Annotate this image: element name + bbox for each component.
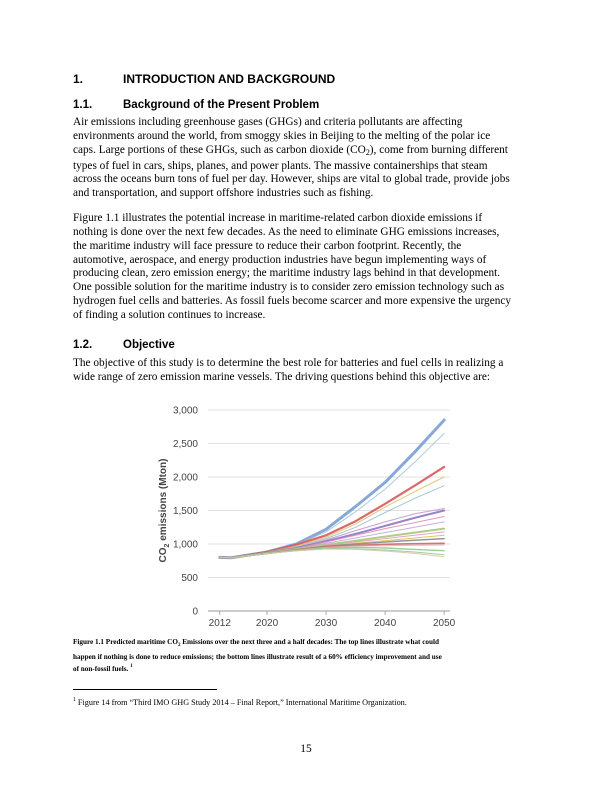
emissions-chart [150, 396, 470, 636]
caption-line: happen if nothing is done to reduce emissions; the bottom lines illustrate result of a 60% efficiency improvement and use [73, 652, 442, 661]
caption-line: Figure 1.1 Predicted maritime $CO_2$ Emissions over the next three and a half decades: The top lines illustrate what could [73, 638, 440, 648]
subsection-heading-background [73, 99, 319, 111]
text-line: the maritime industry will face pressure to reduce their carbon footprint. Recently, the [73, 239, 462, 252]
y-tick-label: 2,000 [172, 472, 198, 484]
text-line: producing clean, zero emission energy; the maritime industry lags behind in that development. [73, 267, 501, 280]
footnote-marker: 1 [73, 697, 76, 703]
text-line: nothing is done over the next few decades. As the need to eliminate GHG emissions increases, [73, 225, 500, 238]
y-tick-label: 0 [192, 606, 198, 618]
footnote [73, 697, 407, 707]
figure-caption [73, 637, 548, 675]
page-number: 15 [300, 743, 312, 755]
y-axis-title: $CO_2$ emissions (Mton) [158, 458, 171, 563]
footnote-text: Figure 14 from “Third IMO GHG Study 2014 – Final Report,” International Maritime Organization. [75, 698, 407, 707]
subsection-number: 1.1. [73, 99, 93, 111]
caption-line: of non-fossil fuels. $^1$ [73, 664, 133, 673]
y-tick-label: 500 [181, 573, 198, 584]
paragraph-background [73, 116, 543, 201]
footnote-divider [73, 689, 217, 690]
section-number: 1. [73, 72, 84, 86]
subsection-heading-objective [73, 339, 175, 351]
text-line: automotive, aerospace, and energy production industries have begun implementing ways of [73, 253, 487, 266]
subsection-title: Background of the Present Problem [123, 99, 320, 111]
section-heading [73, 72, 335, 86]
text-line: environments around the world, from smoggy skies in Beijing to the melting of the polar ice [73, 129, 491, 142]
paragraph-figure-intro [73, 212, 543, 323]
x-tick-label: 2030 [314, 618, 338, 629]
text-line: Figure 1.1 illustrates the potential increase in maritime-related carbon dioxide emissions if [73, 212, 483, 224]
text-line: wide range of zero emission marine vessels. The driving questions behind this objective are: [73, 370, 491, 383]
subsection-title: Objective [123, 339, 175, 351]
y-tick-label: 2,500 [172, 439, 198, 450]
text-line: hydrogen fuel cells and batteries. As fossil fuels become scarcer and more expensive the urgency [73, 295, 512, 308]
subsection-number: 1.2. [73, 339, 93, 351]
y-tick-label: 1,500 [172, 506, 198, 517]
x-tick-label: 2040 [373, 618, 397, 629]
text-line: of finding a solution continues to increase. [73, 308, 266, 321]
text-line: caps. Large portions of these GHGs, such as carbon dioxide $(CO_2)$, come from burning different [73, 143, 508, 157]
x-tick-label: 2012 [208, 618, 231, 629]
x-tick-label: 2020 [255, 618, 279, 629]
text-line: across the oceans burn tons of fuel per day. However, ships are vital to global trade, provide jobs [73, 173, 510, 186]
text-line: The objective of this study is to determine the best role for batteries and fuel cells in realizing a [73, 357, 504, 369]
section-title: INTRODUCTION AND BACKGROUND [123, 72, 336, 86]
text-line: Air emissions including greenhouse gases (GHGs) and criteria pollutants are affecting [73, 116, 463, 128]
x-tick-label: 2050 [432, 618, 456, 629]
paragraph-objective [73, 357, 543, 385]
y-tick-label: 3,000 [172, 405, 198, 417]
text-line: types of fuel in cars, ships, planes, and power plants. The massive containerships that steam [73, 159, 488, 172]
text-line: One possible solution for the maritime industry is to consider zero emission technology such as [73, 281, 505, 294]
y-tick-label: 1,000 [172, 539, 198, 551]
text-line: and transportation, and support offshore industries such as fishing. [73, 187, 374, 200]
